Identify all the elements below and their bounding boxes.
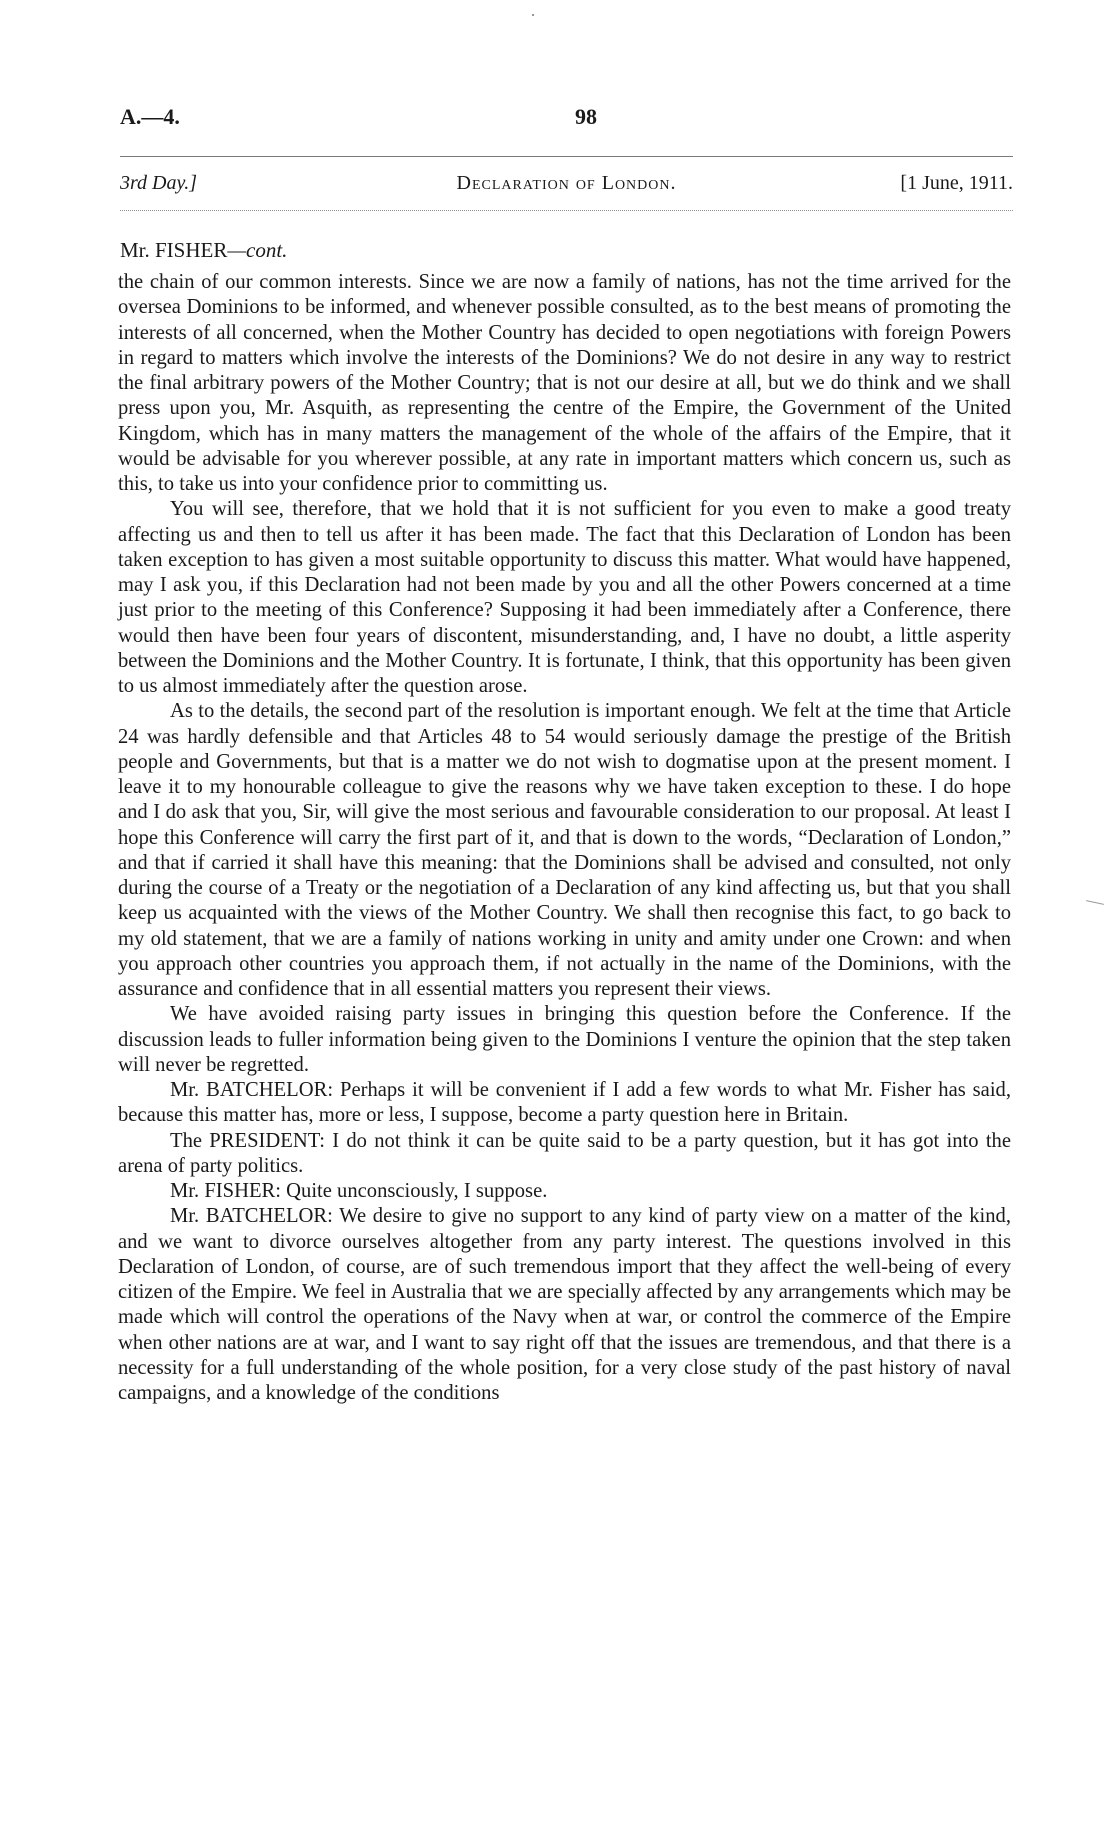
paragraph: We have avoided raising party issues in bringing this question before the Conference. If the discussion leads to fuller information being given to the Dominions I venture the opinion that the step taken will never be regretted. [118, 1003, 1011, 1076]
paragraph-batchelor: Mr. BATCHELOR: Perhaps it will be convenient if I add a few words to what Mr. Fisher has said, because this matter has, more or less, I suppose, become a party question here in Britain. [118, 1079, 1011, 1127]
paragraph: As to the details, the second part of the resolution is important enough. We felt at the time that Article 24 was hardly defensible and that Articles 48 to 54 would seriously damage the prestige of the British people and Governments, but that is a matter we do not wish to dogmatise upon at the present moment. I leave it to my honourable colleague to give the reasons why we have taken exception to these. I do hope and I do ask that you, Sir, will give the most serious and favourable consideration to our proposal. At least I hope this Conference will carry the first part of it, and that is down to the words, “Declaration of London,” and that if carried it shall have this meaning: that the Dominions shall be advised and consulted, not only during the course of a Treaty or the negotiation of a Declaration of any kind affecting us, but that you shall keep us acquainted with the views of the Mother Country. We shall then recognise this fact, to go back to my old statement, that we are a family of nations working in unity and amity under one Crown: and when you approach other countries you approach them, if not actually in the name of the Dominions, with the assurance and confidence that in all essential matters you represent their views. [118, 700, 1011, 1000]
page-number: 98 [575, 104, 597, 129]
scan-speck [532, 14, 534, 16]
header-rule-bottom [120, 210, 1013, 211]
paragraph: You will see, therefore, that we hold that it is not sufficient for you even to make a good treaty affecting us and then to tell us after it has been made. The fact that this Declaration of London has been taken exception to has given a most suitable opportunity to discuss this matter. What would have happened, may I ask you, if this Declaration had not been made by you and all the other Powers concerned at a time just prior to the meeting of this Conference? Supposing it had been immediately after a Conference, there would then have been four years of discontent, misunderstanding, and, I have no doubt, a little asperity between the Dominions and the Mother Country. It is fortunate, I think, that this opportunity has been given to us almost immediately after the question arose. [118, 498, 1011, 697]
speaker-continued [120, 238, 287, 263]
document-reference: A.—4. [120, 104, 180, 129]
margin-mark [1086, 900, 1104, 905]
paragraph-fisher: Mr. FISHER: Quite unconsciously, I suppose. [170, 1180, 548, 1202]
running-head-day: 3rd Day.] [120, 172, 198, 194]
paragraph-president: The PRESIDENT: I do not think it can be quite said to be a party question, but it has got into the arena of party politics. [118, 1129, 1011, 1177]
body-text [118, 270, 1011, 1406]
running-head-date: [1 June, 1911. [900, 172, 1013, 194]
page-header [120, 104, 1010, 134]
running-head-title: Declaration of London. [456, 172, 677, 194]
header-rule-top [120, 156, 1013, 157]
paragraph-batchelor: Mr. BATCHELOR: We desire to give no support to any kind of party view on a matter of the kind, and we want to divorce ourselves altogether from any party interest. The questions involved in this Declaration of London, of course, are of such tremendous import that they affect the well-being of every citizen of the Empire. We feel in Australia that we are specially affected by any arrangements which may be made which will control the operations of the Navy when at war, or control the commerce of the Empire when other nations are at war, and I want to say right off that the issues are tremendous, and that there is a necessity for a full understanding of the whole position, for a very close study of the past history of naval campaigns, and a knowledge of the conditions [118, 1205, 1011, 1404]
paragraph: the chain of our common interests. Since we are now a family of nations, has not the time arrived for the oversea Dominions to be informed, and whenever possible consulted, as to the best means of promoting the interests of all concerned, when the Mother Country has decided to open negotiations with foreign Powers in regard to matters which involve the interests of the Dominions? We do not desire in any way to restrict the final arbitrary powers of the Mother Country; that is not our desire at all, but we do think and we shall press upon you, Mr. Asquith, as representing the centre of the Empire, the Government of the United Kingdom, which has in many matters the management of the whole of the affairs of the Empire, that it would be advisable for you wherever possible, at any rate in important matters which concern us, such as this, to take us into your confidence prior to committing us. [118, 271, 1011, 495]
speaker-name: Mr. FISHER [120, 238, 228, 262]
speaker-cont-suffix: —cont. [227, 238, 288, 262]
running-head [120, 172, 1013, 200]
